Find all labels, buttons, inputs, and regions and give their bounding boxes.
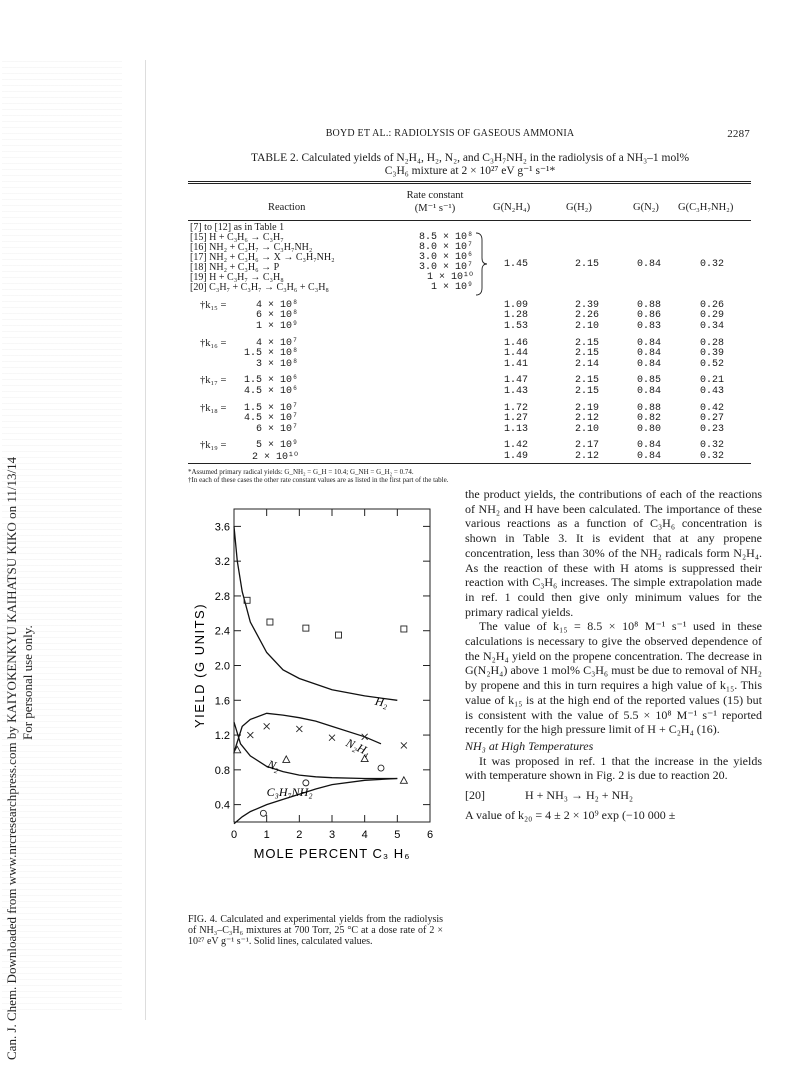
group-h2: 2.14 (575, 358, 600, 370)
group-h2: 2.10 (575, 423, 600, 435)
y-tick-label: 0.4 (214, 799, 230, 812)
group-n2: 0.84 (637, 348, 662, 360)
figure-caption: FIG. 4. Calculated and experimental yields from the radiolysis of NH₃–C₃H₆ mixtures at 700 Torr, 25 °C at a dose rate of 2 × 10²⁷ eV g⁻¹ s⁻¹. Solid lines, calculated values. (188, 914, 443, 947)
col-g-n2: G(N₂) (633, 202, 659, 213)
group-rate: 4.5 × 10⁷ (243, 413, 298, 425)
x-tick-label: 0 (230, 829, 238, 841)
group-n2h4: 1.44 (504, 348, 529, 360)
group-c3: 0.34 (700, 320, 725, 332)
group-n2h4: 1.41 (504, 358, 529, 370)
group-h2: 2.39 (575, 300, 600, 311)
reaction-row: [19] H + C₃H₇ → C₃H₈ (190, 272, 284, 283)
marker-h2 (267, 619, 273, 625)
figure-4-chart (190, 497, 450, 901)
curve-label-h2: H₂ (373, 693, 390, 711)
rate-value: 8.0 × 10⁷ (418, 242, 473, 253)
group-n2: 0.88 (637, 402, 662, 414)
group-n2h4: 1.27 (504, 413, 529, 425)
equation-text: H + NH₃ → H₂ + NH₂ (525, 788, 634, 803)
group-n2: 0.82 (637, 413, 662, 425)
sensitivity-groups (188, 300, 751, 463)
base-n2h4: 1.45 (504, 259, 529, 270)
paragraph-4: A value of k₂₀ = 4 ± 2 × 10⁹ exp (−10 000 ± (465, 807, 676, 822)
equation-number: [20] (465, 788, 485, 803)
group-c3: 0.52 (700, 358, 725, 370)
paragraph-3: It was proposed in ref. 1 that the increase in the yields with temperature shown in Fig. 2 is due to reaction 20. (465, 753, 762, 783)
y-tick-label: 2.4 (214, 625, 230, 638)
group-h2: 2.15 (575, 375, 600, 387)
marker-h2 (401, 626, 407, 632)
marker-n2h4 (296, 726, 302, 732)
y-tick-label: 3.6 (214, 521, 230, 534)
table-caption (190, 152, 750, 178)
body-text (465, 487, 762, 822)
group-rate: 4 × 10⁷ (255, 337, 298, 349)
group-rate: 4.5 × 10⁶ (243, 385, 298, 397)
rate-value: 1 × 10⁹ (430, 282, 473, 293)
group-h2: 2.12 (575, 413, 600, 425)
group-h2: 2.26 (575, 310, 600, 322)
group-c3: 0.32 (700, 440, 725, 452)
y-tick-label: 1.6 (214, 695, 230, 708)
base-n2: 0.84 (637, 259, 662, 270)
y-tick-label: 1.2 (214, 730, 230, 743)
col-g-c3h7nh2: G(C₃H₇NH₂) (678, 202, 734, 213)
curve-label-n2: N₂ (265, 756, 282, 775)
col-g-n2h4: G(N₂H₄) (493, 202, 531, 213)
group-n2: 0.80 (637, 423, 662, 435)
group-c3: 0.23 (700, 423, 725, 435)
group-label: †k₁₈ = (200, 402, 227, 414)
group-h2: 2.10 (575, 320, 600, 332)
group-c3: 0.27 (700, 413, 725, 425)
group-label: †k₁₇ = (200, 375, 227, 387)
group-rate: 1.5 × 10⁶ (243, 375, 298, 387)
group-n2: 0.85 (637, 375, 662, 387)
group-h2: 2.15 (575, 385, 600, 397)
group-n2: 0.86 (637, 310, 662, 322)
brace-icon (474, 232, 488, 296)
marker-n2 (400, 777, 407, 784)
group-label: †k₁₉ = (200, 440, 227, 452)
marker-c3h7nh2 (260, 810, 266, 816)
page-number: 2287 (727, 128, 750, 140)
curve-label-n2h4: N₂H₄ (343, 735, 373, 759)
base-h2: 2.15 (575, 259, 600, 270)
base-c3: 0.32 (700, 259, 725, 270)
section-heading: NH₃ at High Temperatures (465, 738, 594, 753)
table-caption-line2: C₃H₆ mixture at 2 × 10²⁷ eV g⁻¹ s⁻¹* (384, 165, 556, 177)
group-rate: 1.5 × 10⁷ (243, 402, 298, 414)
group-h2: 2.17 (575, 440, 600, 452)
marker-n2h4 (329, 735, 335, 741)
x-tick-label: 1 (263, 829, 270, 841)
group-n2h4: 1.53 (504, 320, 529, 332)
marker-n2h4 (264, 723, 270, 729)
group-n2: 0.84 (637, 440, 662, 452)
marker-c3h7nh2 (378, 765, 384, 771)
group-c3: 0.28 (700, 337, 725, 349)
y-tick-label: 2.0 (214, 660, 230, 673)
curve-h2 (234, 526, 397, 700)
group-n2h4: 1.47 (504, 375, 529, 387)
y-tick-label: 3.2 (214, 556, 230, 569)
rate-value: 8.5 × 10⁸ (418, 232, 473, 243)
equation-20 (465, 788, 762, 803)
group-n2: 0.84 (637, 385, 662, 397)
table-top-rule (188, 181, 751, 182)
group-rate: 6 × 10⁷ (255, 423, 298, 435)
rate-list (393, 223, 473, 293)
col-reaction: Reaction (268, 202, 306, 213)
plot-frame (234, 509, 430, 822)
group-c3: 0.29 (700, 310, 725, 322)
group-c3: 0.42 (700, 402, 725, 414)
running-header (150, 128, 750, 139)
footnote-2: †In each of these cases the other rate constant values are as listed in the first part of the table. (188, 476, 449, 484)
paragraph-1: the product yields, the contributions of each of the reactions of NH₂ and H have been calculated. The importance of these various reactions as a function of C₃H₆ concentration is shown in Table 3. It is evident that at any propene concentration, less than 30% of the NH₂ radicals form N₂H₄. As the reaction of these with H atoms is suppressed their reaction with C₃H₆ increases. The simple extrapolation made in ref. 1 could then give only minimum values for the primary radical yields. (465, 487, 762, 619)
curve-n2 (234, 722, 397, 779)
group-label: †k₁₆ = (200, 337, 227, 349)
group-c3: 0.21 (700, 375, 725, 387)
group-n2h4: 1.72 (504, 402, 529, 414)
group-n2: 0.84 (637, 358, 662, 370)
x-tick-label: 2 (296, 829, 303, 841)
group-h2: 2.19 (575, 402, 600, 414)
rate-value: 3.0 × 10⁷ (418, 262, 473, 273)
x-tick-label: 5 (394, 829, 401, 841)
col-rate-units: (M⁻¹ s⁻¹) (414, 203, 456, 214)
col-g-h2: G(H₂) (566, 202, 592, 213)
group-n2h4: 1.49 (504, 450, 529, 462)
x-tick-label: 4 (361, 829, 368, 841)
group-n2: 0.84 (637, 337, 662, 349)
table-top-rule-2 (188, 183, 751, 184)
rate-value: 1 × 10¹⁰ (426, 272, 473, 283)
group-c3: 0.32 (700, 450, 725, 462)
group-n2h4: 1.09 (504, 300, 529, 311)
x-axis-label: MOLE PERCENT C₃ H₆ (253, 846, 411, 861)
group-label: †k₁₅ = (200, 300, 227, 311)
group-rate: 4 × 10⁸ (255, 300, 298, 311)
reaction-list (190, 223, 390, 293)
group-h2: 2.15 (575, 348, 600, 360)
group-rate: 5 × 10⁹ (255, 440, 298, 452)
group-c3: 0.26 (700, 300, 725, 311)
page-gutter-line (145, 60, 146, 1020)
table-footnotes (188, 468, 751, 484)
marker-n2h4 (247, 732, 253, 738)
group-n2h4: 1.42 (504, 440, 529, 452)
reaction-row: [7] to [12] as in Table 1 (190, 222, 285, 233)
group-rate: 1 × 10⁹ (255, 320, 298, 332)
group-h2: 2.15 (575, 337, 600, 349)
curve-label-c3h7nh2: C₃H₇NH₂ (266, 784, 313, 799)
paragraph-2: The value of k₁₅ = 8.5 × 10⁸ M⁻¹ s⁻¹ used in these calculations is necessary to give the observed dependence of the N₂H₄ yield on the propene concentration. The decrease in G(N₂H₄) above 1 mol% C₃H₆ must be due to removal of NH₂ by propene and this in turn requires a high value of k₁₅. This value of k₁₅ is at the high end of the reported values (15) but is consistent with the value of 5.5 × 10⁸ M⁻¹ s⁻¹ reported recently for the high pressure limit of H + C₂H₄ (16). (465, 619, 762, 737)
group-h2: 2.12 (575, 450, 600, 462)
footnote-1: *Assumed primary radical yields: G_NH₂ = G_H = 10.4; G_NH = G_H₂ = 0.74. (188, 468, 414, 476)
group-n2h4: 1.43 (504, 385, 529, 397)
reaction-row: [17] NH₂ + C₃H₆ → X → C₃H₇NH₂ (190, 252, 335, 263)
y-axis-label: YIELD (G UNITS) (192, 602, 207, 729)
group-rate: 3 × 10⁸ (255, 358, 298, 370)
y-tick-label: 0.8 (214, 764, 230, 777)
download-note: Can. J. Chem. Downloaded from www.nrcresearchpress.com by KAIYOKENKYU KAIHATSU KIKO on 11/13/14 (4, 456, 19, 1060)
y-tick-label: 2.8 (214, 590, 230, 603)
group-rate: 2 × 10¹⁰ (251, 451, 298, 463)
reaction-row: [20] C₃H₇ + C₃H₇ → C₃H₆ + C₃H₈ (190, 282, 329, 293)
x-tick-label: 3 (328, 829, 336, 841)
scan-noise (2, 60, 122, 1010)
group-c3: 0.43 (700, 385, 725, 397)
group-rate: 1.5 × 10⁸ (243, 348, 298, 360)
table-header-rule (188, 220, 751, 221)
table-caption-line1: TABLE 2. Calculated yields of N₂H₄, H₂, N₂, and C₃H₇NH₂ in the radiolysis of a NH₃–1 mol% (250, 152, 690, 164)
marker-n2h4 (401, 742, 407, 748)
group-n2: 0.88 (637, 300, 662, 311)
group-n2h4: 1.46 (504, 337, 529, 349)
curve-c3h7nh2 (234, 779, 397, 824)
reaction-row: [18] NH₂ + C₃H₆ → P (190, 262, 280, 273)
group-c3: 0.39 (700, 348, 725, 360)
group-n2: 0.83 (637, 320, 662, 332)
table-header (188, 188, 751, 218)
group-n2h4: 1.28 (504, 310, 529, 322)
table-bottom-rule (188, 463, 751, 464)
marker-n2 (283, 756, 290, 763)
rate-value: 3.0 × 10⁶ (418, 252, 473, 263)
personal-use-note: For personal use only. (20, 625, 35, 740)
running-title: BOYD ET AL.: RADIOLYSIS OF GASEOUS AMMONIA (325, 128, 575, 139)
group-n2: 0.84 (637, 450, 662, 462)
reaction-row: [15] H + C₃H₆ → C₃H₇ (190, 232, 284, 243)
group-rate: 6 × 10⁸ (255, 310, 298, 322)
marker-h2 (303, 625, 309, 631)
group-n2h4: 1.13 (504, 423, 529, 435)
reaction-row: [16] NH₂ + C₃H₇ → C₃H₇NH₂ (190, 242, 313, 253)
marker-h2 (336, 632, 342, 638)
x-tick-label: 6 (426, 829, 434, 841)
col-rate-constant: Rate constant (406, 190, 464, 201)
